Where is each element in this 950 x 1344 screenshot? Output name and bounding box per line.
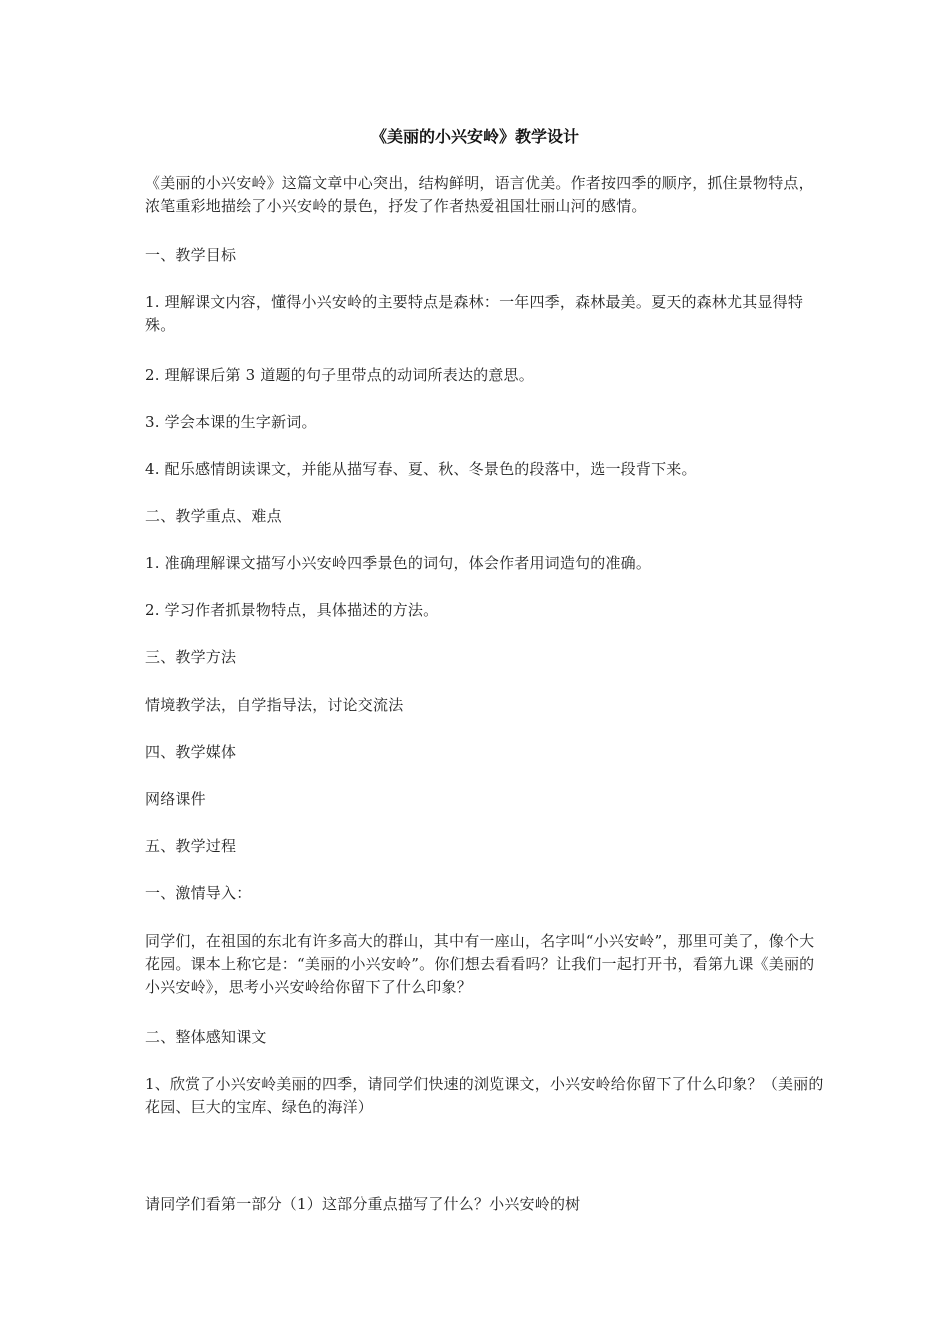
key-point-item-1: 1. 准确理解课文描写小兴安岭四季景色的词句，体会作者用词造句的准确。 — [145, 554, 652, 572]
overview-item-1: 1、欣赏了小兴安岭美丽的四季，请同学们快速的浏览课文，小兴安岭给你留下了什么印象？（美丽的花园、巨大的宝库、绿色的海洋） — [145, 1075, 824, 1116]
objective-item-2: 2. 理解课后第 3 道题的句子里带点的动词所表达的意思。 — [145, 366, 534, 384]
section-heading-objectives: 一、教学目标 — [145, 246, 237, 264]
overview-part-1: 请同学们看第一部分（1）这部分重点描写了什么？小兴安岭的树 — [145, 1195, 581, 1213]
key-point-item-2: 2. 学习作者抓景物特点，具体描述的方法。 — [145, 601, 439, 619]
document-title: 《美丽的小兴安岭》教学设计 — [370, 127, 579, 146]
methods-text: 情境教学法，自学指导法，讨论交流法 — [145, 696, 404, 714]
section-heading-key-points: 二、教学重点、难点 — [145, 507, 282, 525]
step-heading-overview: 二、整体感知课文 — [145, 1028, 267, 1046]
section-heading-media: 四、教学媒体 — [145, 743, 237, 761]
intro-step-text: 同学们，在祖国的东北有许多高大的群山，其中有一座山，名字叫“小兴安岭”，那里可美了，像个大花园。课本上称它是：“美丽的小兴安岭”。你们想去看看吗？让我们一起打开书，看第九课《美丽的小兴安岭》，思考小兴安岭给你留下了什么印象？ — [145, 932, 815, 996]
objective-item-3: 3. 学会本课的生字新词。 — [145, 413, 317, 431]
intro-paragraph: 《美丽的小兴安岭》这篇文章中心突出，结构鲜明，语言优美。作者按四季的顺序，抓住景物特点，浓笔重彩地描绘了小兴安岭的景色，抒发了作者热爱祖国壮丽山河的感情。 — [145, 174, 814, 215]
section-heading-methods: 三、教学方法 — [145, 648, 237, 666]
section-heading-process: 五、教学过程 — [145, 837, 237, 855]
step-heading-intro: 一、激情导入： — [145, 884, 252, 902]
objective-item-4: 4. 配乐感情朗读课文，并能从描写春、夏、秋、冬景色的段落中，选一段背下来。 — [145, 460, 697, 478]
objective-item-1: 1. 理解课文内容，懂得小兴安岭的主要特点是森林：一年四季，森林最美。夏天的森林尤其显得特殊。 — [145, 293, 804, 334]
media-text: 网络课件 — [145, 790, 206, 808]
